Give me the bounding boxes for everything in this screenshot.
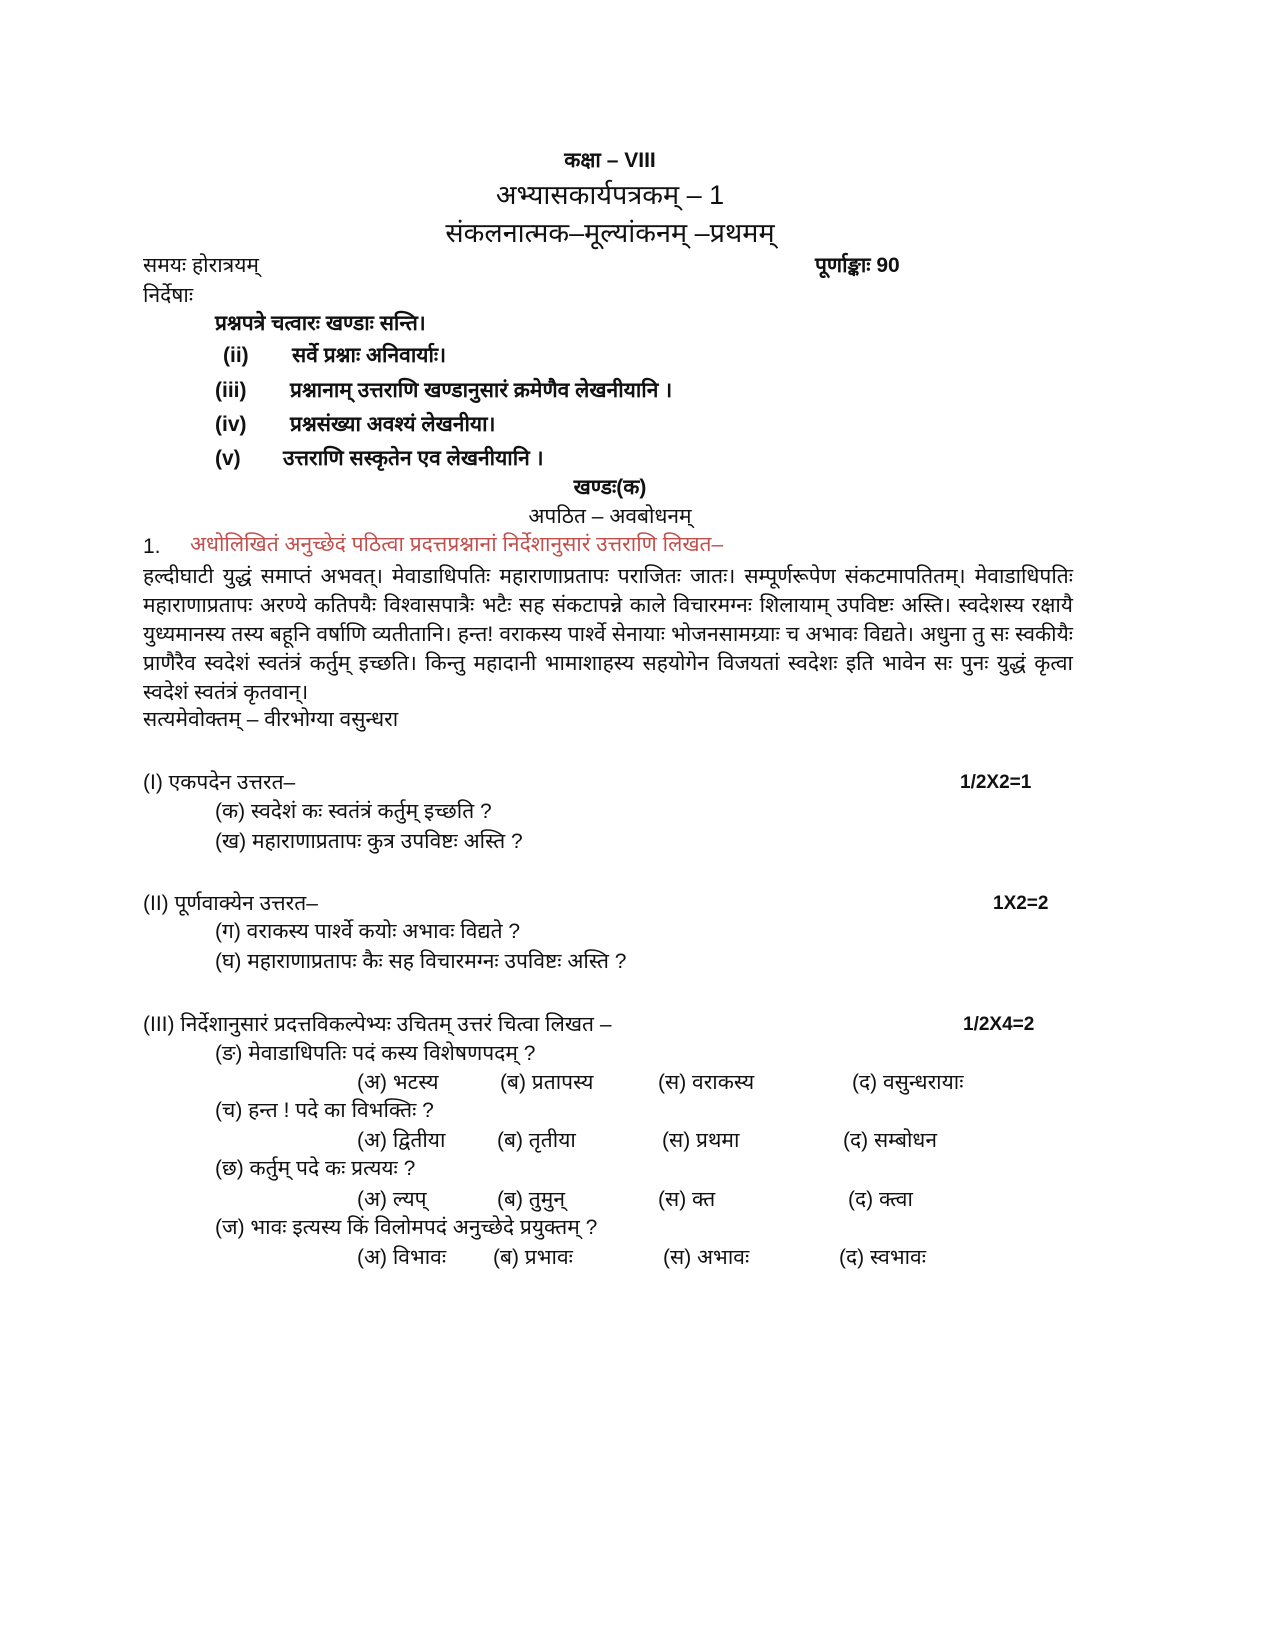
- mcq-option: (स) अभावः: [663, 1246, 750, 1269]
- mcq-option: (द) स्वभावः: [839, 1246, 926, 1269]
- class-label: कक्षा – VIII: [564, 149, 656, 172]
- question-item: (ख) महाराणाप्रतापः कुत्र उपविष्टः अस्ति ?: [215, 830, 523, 853]
- part-iii-label: (III) निर्देशानुसारं प्रदत्तविकल्पेभ्यः उचितम् उत्तरं चित्वा लिखत –: [143, 1013, 612, 1036]
- question-heading: अधोलिखितं अनुच्छेदं पठित्वा प्रदत्तप्रश्नानां निर्देशानुसारं उत्तराणि लिखत–: [190, 533, 724, 556]
- mcq-option: (ब) तृतीया: [497, 1129, 576, 1152]
- mcq-option: (अ) ल्यप्: [357, 1188, 427, 1211]
- instructions-label: निर्देषाः: [143, 284, 194, 307]
- question-item: (घ) महाराणाप्रतापः कैः सह विचारमग्नः उपविष्टः अस्ति ?: [215, 950, 627, 973]
- passage-last-line: सत्यमेवोक्तम् – वीरभोग्या वसुन्धरा: [143, 708, 399, 731]
- instruction-num: (ii): [223, 344, 249, 367]
- worksheet-title: अभ्यासकार्यपत्रकम् – 1: [495, 180, 725, 210]
- instruction-num: (v): [215, 447, 241, 470]
- mcq-option: (द) क्त्वा: [848, 1188, 913, 1211]
- mcq-option: (स) वराकस्य: [658, 1071, 755, 1094]
- mcq-question: (ज) भावः इत्यस्य किं विलोमपदं अनुच्छेदे प्रयुक्तम् ?: [215, 1216, 598, 1239]
- question-item: (क) स्वदेशं कः स्वतंत्रं कर्तुम् इच्छति ?: [215, 800, 492, 823]
- instruction-5: उत्तराणि सस्कृतेन एव लेखनीयानि ।: [283, 447, 544, 470]
- section-name: खण्डः(क): [573, 476, 647, 499]
- mcq-option: (द) वसुन्धरायाः: [852, 1071, 964, 1094]
- passage: हल्दीघाटी युद्धं समाप्तं अभवत्। मेवाडाधिपतिः महाराणाप्रतापः पराजितः जातः। सम्पूर्णरूपेण संकटमापतितम्। मेवाडाधिपतिः महाराणाप्रतापः अरण्ये कतिपयैः विश्वासपात्रैः भटैः सह संकटापन्ने काले विचारमग्नः शिलायाम् उपविष्टः अस्ति। स्वदेशस्य रक्षायै युध्यमानस्य तस्य बहूनि वर्षाणि व्यतीतानि। हन्त! वराकस्य पार्श्वे सेनायाः भोजनसामग्र्याः च अभावः विद्यते। अधुना तु सः स्वकीयैः प्राणैरैव स्वदेशं स्वतंत्रं कर्तुम् इच्छति। किन्तु महादानी भामाशाहस्य सहयोगेन विजयतां स्वदेशः इति भावेन सः पुनः युद्धं कृत्वा स्वदेशं स्वतंत्रं कृतवान्।: [143, 565, 1073, 704]
- instruction-num: (iv): [215, 413, 247, 436]
- instruction-4: प्रश्नसंख्या अवश्यं लेखनीया।: [290, 413, 496, 436]
- mcq-option: (अ) भटस्य: [357, 1071, 439, 1094]
- part-ii-marks: 1X2=2: [993, 893, 1049, 914]
- mcq-option: (अ) द्वितीया: [357, 1129, 446, 1152]
- part-iii-marks: 1/2X4=2: [963, 1014, 1035, 1035]
- exam-subtitle: संकलनात्मक–मूल्यांकनम् –प्रथमम्: [445, 218, 775, 248]
- part-ii-label: (II) पूर्णवाक्येन उत्तरत–: [143, 892, 318, 915]
- section-subtitle: अपठित – अवबोधनम्: [528, 505, 692, 528]
- mcq-option: (अ) विभावः: [357, 1246, 447, 1269]
- time-label: समयः होरात्रयम्: [143, 254, 259, 277]
- instruction-num: (iii): [215, 379, 247, 402]
- mcq-option: (ब) प्रभावः: [493, 1246, 573, 1269]
- mcq-question: (छ) कर्तुम् पदे कः प्रत्ययः ?: [215, 1157, 416, 1180]
- mcq-question: (च) हन्त ! पदे का विभक्तिः ?: [215, 1099, 434, 1122]
- mcq-question: (ङ) मेवाडाधिपतिः पदं कस्य विशेषणपदम् ?: [215, 1042, 536, 1065]
- part-i-marks: 1/2X2=1: [960, 772, 1032, 793]
- question-number: 1.: [143, 535, 161, 558]
- instruction-1: प्रश्नपत्रे चत्वारः खण्डाः सन्ति।: [215, 312, 426, 335]
- mcq-option: (स) प्रथमा: [662, 1129, 740, 1152]
- mcq-option: (ब) तुमुन्: [497, 1188, 565, 1211]
- mcq-option: (ब) प्रतापस्य: [500, 1071, 594, 1094]
- mcq-option: (द) सम्बोधन: [843, 1129, 937, 1152]
- question-item: (ग) वराकस्य पार्श्वे कयोः अभावः विद्यते ?: [215, 920, 521, 943]
- full-marks: पूर्णाङ्काः 90: [815, 254, 900, 277]
- part-i-label: (I) एकपदेन उत्तरत–: [143, 771, 296, 794]
- mcq-option: (स) क्त: [658, 1188, 716, 1211]
- instruction-2: सर्वे प्रश्नाः अनिवार्याः।: [292, 344, 447, 367]
- instruction-3: प्रश्नानाम् उत्तराणि खण्डानुसारं क्रमेणैव लेखनीयानि ।: [290, 379, 673, 402]
